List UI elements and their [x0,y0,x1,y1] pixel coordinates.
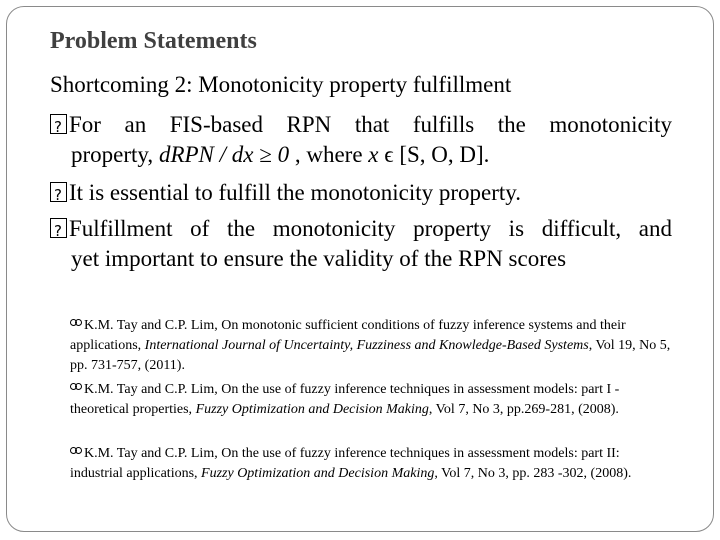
bullet-essential [50,178,672,208]
reference-journal: Fuzzy Optimization and Decision Making [201,466,435,481]
reference-text: , Vol 19, No 5, pp. 731-757, (2011). [70,338,671,373]
reference-2 [70,380,676,420]
reference-text: , Vol 7, No 3, pp. 283 -302, (2008). [434,466,632,481]
bullet-difficulty [50,214,672,274]
bullet-text: property, [71,142,159,167]
reference-text: K.M. Tay and C.P. Lim, On the use of fuzzy inference techniques in assessment models: part II: industrial applications, [70,446,620,481]
formula-variable: x [368,142,379,167]
bullet-box-icon [50,114,67,134]
bullet-text: yet important to ensure the validity of the RPN scores [71,246,567,271]
bullet-text: ϵ [S, O, D]. [378,142,490,167]
reference-text: , Vol 7, No 3, pp.269-281, (2008). [428,402,619,417]
bullet-monotonicity-definition [50,110,672,170]
bullet-text: For an FIS-based RPN that fulfills the monotonicity [69,112,672,137]
bullet-box-icon [50,218,67,238]
bullet-text: Fulfillment of the monotonicity property is difficult, and [69,216,672,241]
bullet-text: It is essential to fulfill the monotonicity property. [69,180,522,205]
reference-text: K.M. Tay and C.P. Lim, On the use of fuzzy inference techniques in assessment models: part I - theoretical properties, [70,382,620,417]
reference-bullet-icon [70,381,84,393]
bullet-box-icon [50,182,67,202]
reference-bullet-icon [70,445,84,457]
reference-journal: Fuzzy Optimization and Decision Making [195,402,429,417]
formula: dRPN / dx ≥ 0 [158,142,290,167]
reference-1 [70,316,676,376]
reference-text: K.M. Tay and C.P. Lim, On monotonic sufficient conditions of fuzzy inference systems and their applications, [70,318,626,353]
reference-3 [70,444,676,484]
reference-bullet-icon [70,317,84,329]
bullet-text: , where [289,142,369,167]
slide-title: Problem Statements [50,28,257,54]
reference-journal: International Journal of Uncertainty, Fuzziness and Knowledge-Based Systems [144,338,589,353]
slide-heading: Shortcoming 2: Monotonicity property fulfillment [50,72,512,97]
